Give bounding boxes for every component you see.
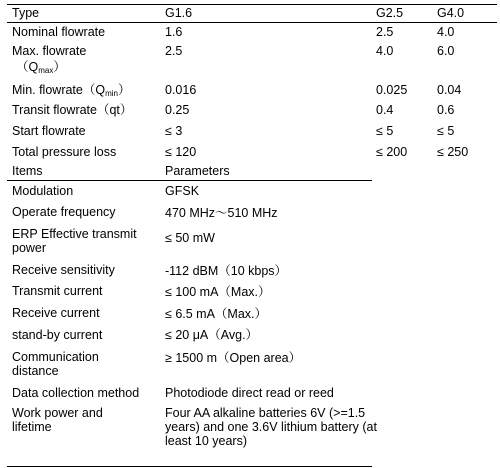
flow-header-g16: G1.6	[165, 6, 193, 20]
flow-row-g40: ≤ 5	[437, 124, 455, 138]
flow-row-g40: 6.0	[437, 44, 455, 58]
param-row-value: Photodiode direct read or reed	[165, 386, 334, 400]
flow-row-label: Nominal flowrate	[12, 25, 106, 39]
param-row-value: ≤ 20 μA（Avg.）	[165, 328, 259, 342]
param-row-value: -112 dBM（10 kbps）	[165, 264, 288, 278]
param-header-parameters: Parameters	[165, 164, 230, 178]
flow-header-type: Type	[12, 6, 40, 20]
flow-row-g40: 4.0	[437, 25, 455, 39]
flow-row-g16: ≤ 3	[165, 124, 183, 138]
flow-row-g16: 2.5	[165, 44, 183, 58]
param-row-item: Data collection method	[12, 386, 140, 400]
param-row-item: Modulation	[12, 184, 74, 198]
flow-row-label: Total pressure loss	[12, 145, 117, 159]
param-row-item: Communication distance	[12, 350, 99, 378]
flow-row-g40: 0.6	[437, 103, 455, 117]
flow-row-label: Min. $flowrate(Q_{min})$	[12, 83, 131, 98]
param-row-item: Work power and lifetime	[12, 406, 103, 434]
flow-row-g25: ≤ 5	[376, 124, 394, 138]
flow-row-g25: ≤ 200	[376, 145, 408, 159]
flow-row-g16: ≤ 120	[165, 145, 197, 159]
param-header-items: Items	[12, 164, 43, 178]
param-row-item: Receive sensitivity	[12, 263, 115, 277]
params-header-rule	[7, 180, 372, 181]
param-row-value: ≤ 6.5 mA（Max.）	[165, 307, 268, 321]
flow-row-label: Start flowrate	[12, 124, 86, 138]
param-row-item: Receive current	[12, 306, 100, 320]
flow-row-g40: 0.04	[437, 83, 462, 97]
flow-row-g40: ≤ 250	[437, 145, 469, 159]
flow-row-g16: 0.016	[165, 83, 197, 97]
param-row-value: ≤ 50 mW	[165, 231, 215, 245]
param-row-item: Operate frequency	[12, 205, 116, 219]
param-row-value: 470 MHz～510 MHz	[165, 206, 278, 220]
param-row-item: Transmit current	[12, 284, 103, 298]
flow-row-g16: 0.25	[165, 103, 190, 117]
flow-row-g25: 0.4	[376, 103, 394, 117]
flow-row-g25: 2.5	[376, 25, 394, 39]
header-rule	[7, 22, 497, 23]
flow-row-g25: 0.025	[376, 83, 408, 97]
param-row-value: ≥ 1500 m（Open area）	[165, 351, 302, 365]
flow-row-label: Transit flowrate（qt）	[12, 103, 133, 117]
param-row-value: Four AA alkaline batteries 6V (>=1.5 years) and one 3.6V lithium battery (at least 10 years)	[165, 406, 377, 448]
top-rule	[7, 4, 497, 5]
flow-row-g16: 1.6	[165, 25, 183, 39]
flow-row-label: Max. flowrate	[12, 44, 87, 58]
param-row-item: stand-by current	[12, 328, 103, 342]
flow-row-g25: 4.0	[376, 44, 394, 58]
param-row-item: ERP Effective transmit power	[12, 227, 137, 255]
flow-header-g25: G2.5	[376, 6, 404, 20]
param-row-value: GFSK	[165, 184, 200, 198]
bottom-rule	[7, 466, 372, 467]
param-row-value: ≤ 100 mA（Max.）	[165, 285, 271, 299]
flow-header-g40: G4.0	[437, 6, 465, 20]
flow-row-label-sub: $(Q_{max})$	[16, 60, 66, 75]
